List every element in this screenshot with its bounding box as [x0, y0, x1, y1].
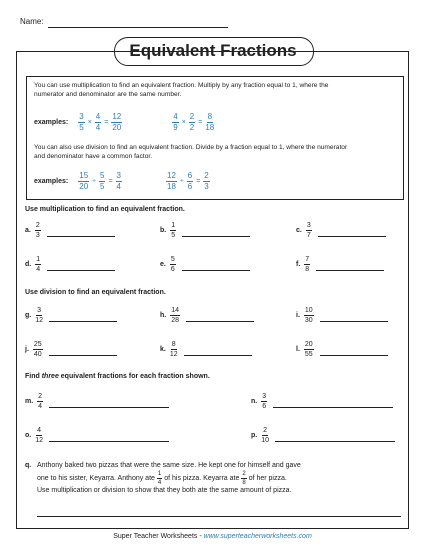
example-fraction: $\frac{4}{4}$ [95, 111, 101, 132]
example-fraction: $\frac{12}{18}$ [167, 170, 176, 191]
problem-k [160, 341, 252, 358]
problem-n [251, 393, 393, 410]
section-three-equivalent-heading: Find three equivalent fractions for each fraction shown. [25, 373, 210, 380]
answer-line[interactable] [49, 441, 169, 442]
answer-line[interactable] [316, 270, 384, 271]
problem-fraction: $\frac{2}{4}$ [38, 393, 43, 410]
problem-fraction: $\frac{2}{3}$ [35, 222, 40, 239]
answer-line[interactable] [37, 516, 401, 517]
word-problem-line-1: Anthony baked two pizzas that were the same size. He kept one for himself and gave [37, 462, 301, 469]
example-fraction: $\frac{8}{18}$ [205, 111, 215, 132]
name-line[interactable] [48, 27, 228, 28]
problem-m [25, 393, 169, 410]
problem-fraction: $\frac{8}{12}$ [169, 341, 178, 358]
answer-line[interactable] [182, 236, 250, 237]
problem-label: m. [25, 398, 34, 405]
problem-b [160, 222, 250, 239]
problem-fraction: $\frac{20}{55}$ [304, 341, 313, 358]
problem-fraction: $\frac{5}{6}$ [170, 256, 175, 273]
mult-explanation: You can use multiplication to find an equivalent fraction. Multiply by any fraction equal to 1, where the numerator and denominator are the same number. [34, 82, 329, 98]
name-label: Name: [20, 17, 44, 26]
problem-fraction: $\frac{1}{5}$ [171, 222, 176, 239]
footer-link[interactable]: www.superteacherworksheets.com [203, 533, 312, 540]
problem-fraction: $\frac{7}{8}$ [305, 256, 310, 273]
problem-h [160, 307, 254, 324]
answer-line[interactable] [182, 270, 250, 271]
problem-i [296, 307, 388, 324]
problem-label: n. [251, 398, 258, 405]
problem-label: p. [251, 432, 258, 439]
section-division-heading: Use division to find an equivalent fraction. [25, 289, 166, 296]
example-fraction: $\frac{4}{9}$ [173, 111, 178, 132]
example-fraction: $\frac{15}{20}$ [79, 170, 89, 191]
footer [0, 533, 425, 540]
problem-o [25, 427, 169, 444]
problem-fraction: $\frac{3}{12}$ [35, 307, 44, 324]
problem-label: j. [25, 346, 29, 353]
examples-label: examples: [34, 118, 69, 126]
problem-fraction: $\frac{2}{10}$ [261, 427, 270, 444]
answer-line[interactable] [49, 407, 169, 408]
problem-label: i. [296, 312, 300, 319]
mult-examples: examples: $\frac{3}{5}$ × $\frac{4}{4}$ = $\frac{12}{20}$ $\frac{4}{9}$ × $\frac{2}{2}$ = $\frac{8}{18}$ [34, 111, 215, 132]
problem-fraction: $\frac{4}{12}$ [35, 427, 44, 444]
example-fraction: $\frac{2}{2}$ [189, 111, 195, 132]
problem-fraction: $\frac{14}{28}$ [171, 307, 180, 324]
problem-label: d. [25, 261, 32, 268]
problem-f [296, 256, 384, 273]
problem-label: b. [160, 227, 167, 234]
problem-c [296, 222, 386, 239]
problem-label: e. [160, 261, 166, 268]
problem-label: l. [296, 346, 300, 353]
problem-d [25, 256, 115, 273]
answer-line[interactable] [318, 236, 386, 237]
problem-fraction: $\frac{3}{6}$ [262, 393, 267, 410]
problem-label: o. [25, 432, 32, 439]
problem-e [160, 256, 250, 273]
problem-label: k. [160, 346, 166, 353]
problem-fraction: $\frac{3}{7}$ [306, 222, 311, 239]
answer-line[interactable] [320, 355, 388, 356]
answer-line[interactable] [275, 441, 395, 442]
word-problem-line-2: one to his sister, Keyarra. Anthony ate $\frac{1}{4}$ of his pizza. Keyarra ate $\frac{2}{8}$ of her pizza. [37, 471, 287, 486]
problem-label: f. [296, 261, 301, 268]
problem-label: h. [160, 312, 167, 319]
answer-line[interactable] [47, 270, 115, 271]
problem-a [25, 222, 115, 239]
problem-fraction: $\frac{25}{40}$ [33, 341, 42, 358]
problem-p [251, 427, 395, 444]
problem-fraction: $\frac{1}{4}$ [36, 256, 41, 273]
answer-line[interactable] [273, 407, 393, 408]
word-problem-label: q. [25, 462, 32, 469]
example-fraction: $\frac{12}{20}$ [112, 111, 122, 132]
problem-j [25, 341, 117, 358]
div-explanation: You can also use division to find an equivalent fraction. Divide by a fraction equal to 1, where the numerator and denominator have a common factor. [34, 144, 348, 160]
problem-label: g. [25, 312, 32, 319]
page-title: Equivalent Fractions [129, 41, 297, 60]
section-multiplication-heading: Use multiplication to find an equivalent fraction. [25, 206, 185, 213]
word-problem-line-3: Use multiplication or division to show that they both ate the same amount of pizza. [37, 487, 292, 494]
example-fraction: $\frac{3}{4}$ [116, 170, 121, 191]
examples-label: examples: [34, 177, 69, 185]
example-fraction: $\frac{6}{6}$ [187, 170, 193, 191]
answer-line[interactable] [186, 321, 254, 322]
problem-l [296, 341, 388, 358]
problem-label: c. [296, 227, 302, 234]
problem-g [25, 307, 117, 324]
answer-line[interactable] [49, 321, 117, 322]
div-examples: examples: $\frac{15}{20}$ ÷ $\frac{5}{5}$ = $\frac{3}{4}$ $\frac{12}{18}$ ÷ $\frac{6}{6}$ = $\frac{2}{3}$ [34, 170, 209, 191]
problem-label: a. [25, 227, 31, 234]
example-fraction: $\frac{2}{3}$ [204, 170, 209, 191]
example-fraction: $\frac{3}{5}$ [79, 111, 84, 132]
answer-line[interactable] [47, 236, 115, 237]
example-fraction: $\frac{5}{5}$ [100, 170, 105, 191]
footer-text: Super Teacher Worksheets - [113, 533, 204, 540]
answer-line[interactable] [320, 321, 388, 322]
answer-line[interactable] [184, 355, 252, 356]
answer-line[interactable] [49, 355, 117, 356]
problem-fraction: $\frac{10}{30}$ [304, 307, 313, 324]
